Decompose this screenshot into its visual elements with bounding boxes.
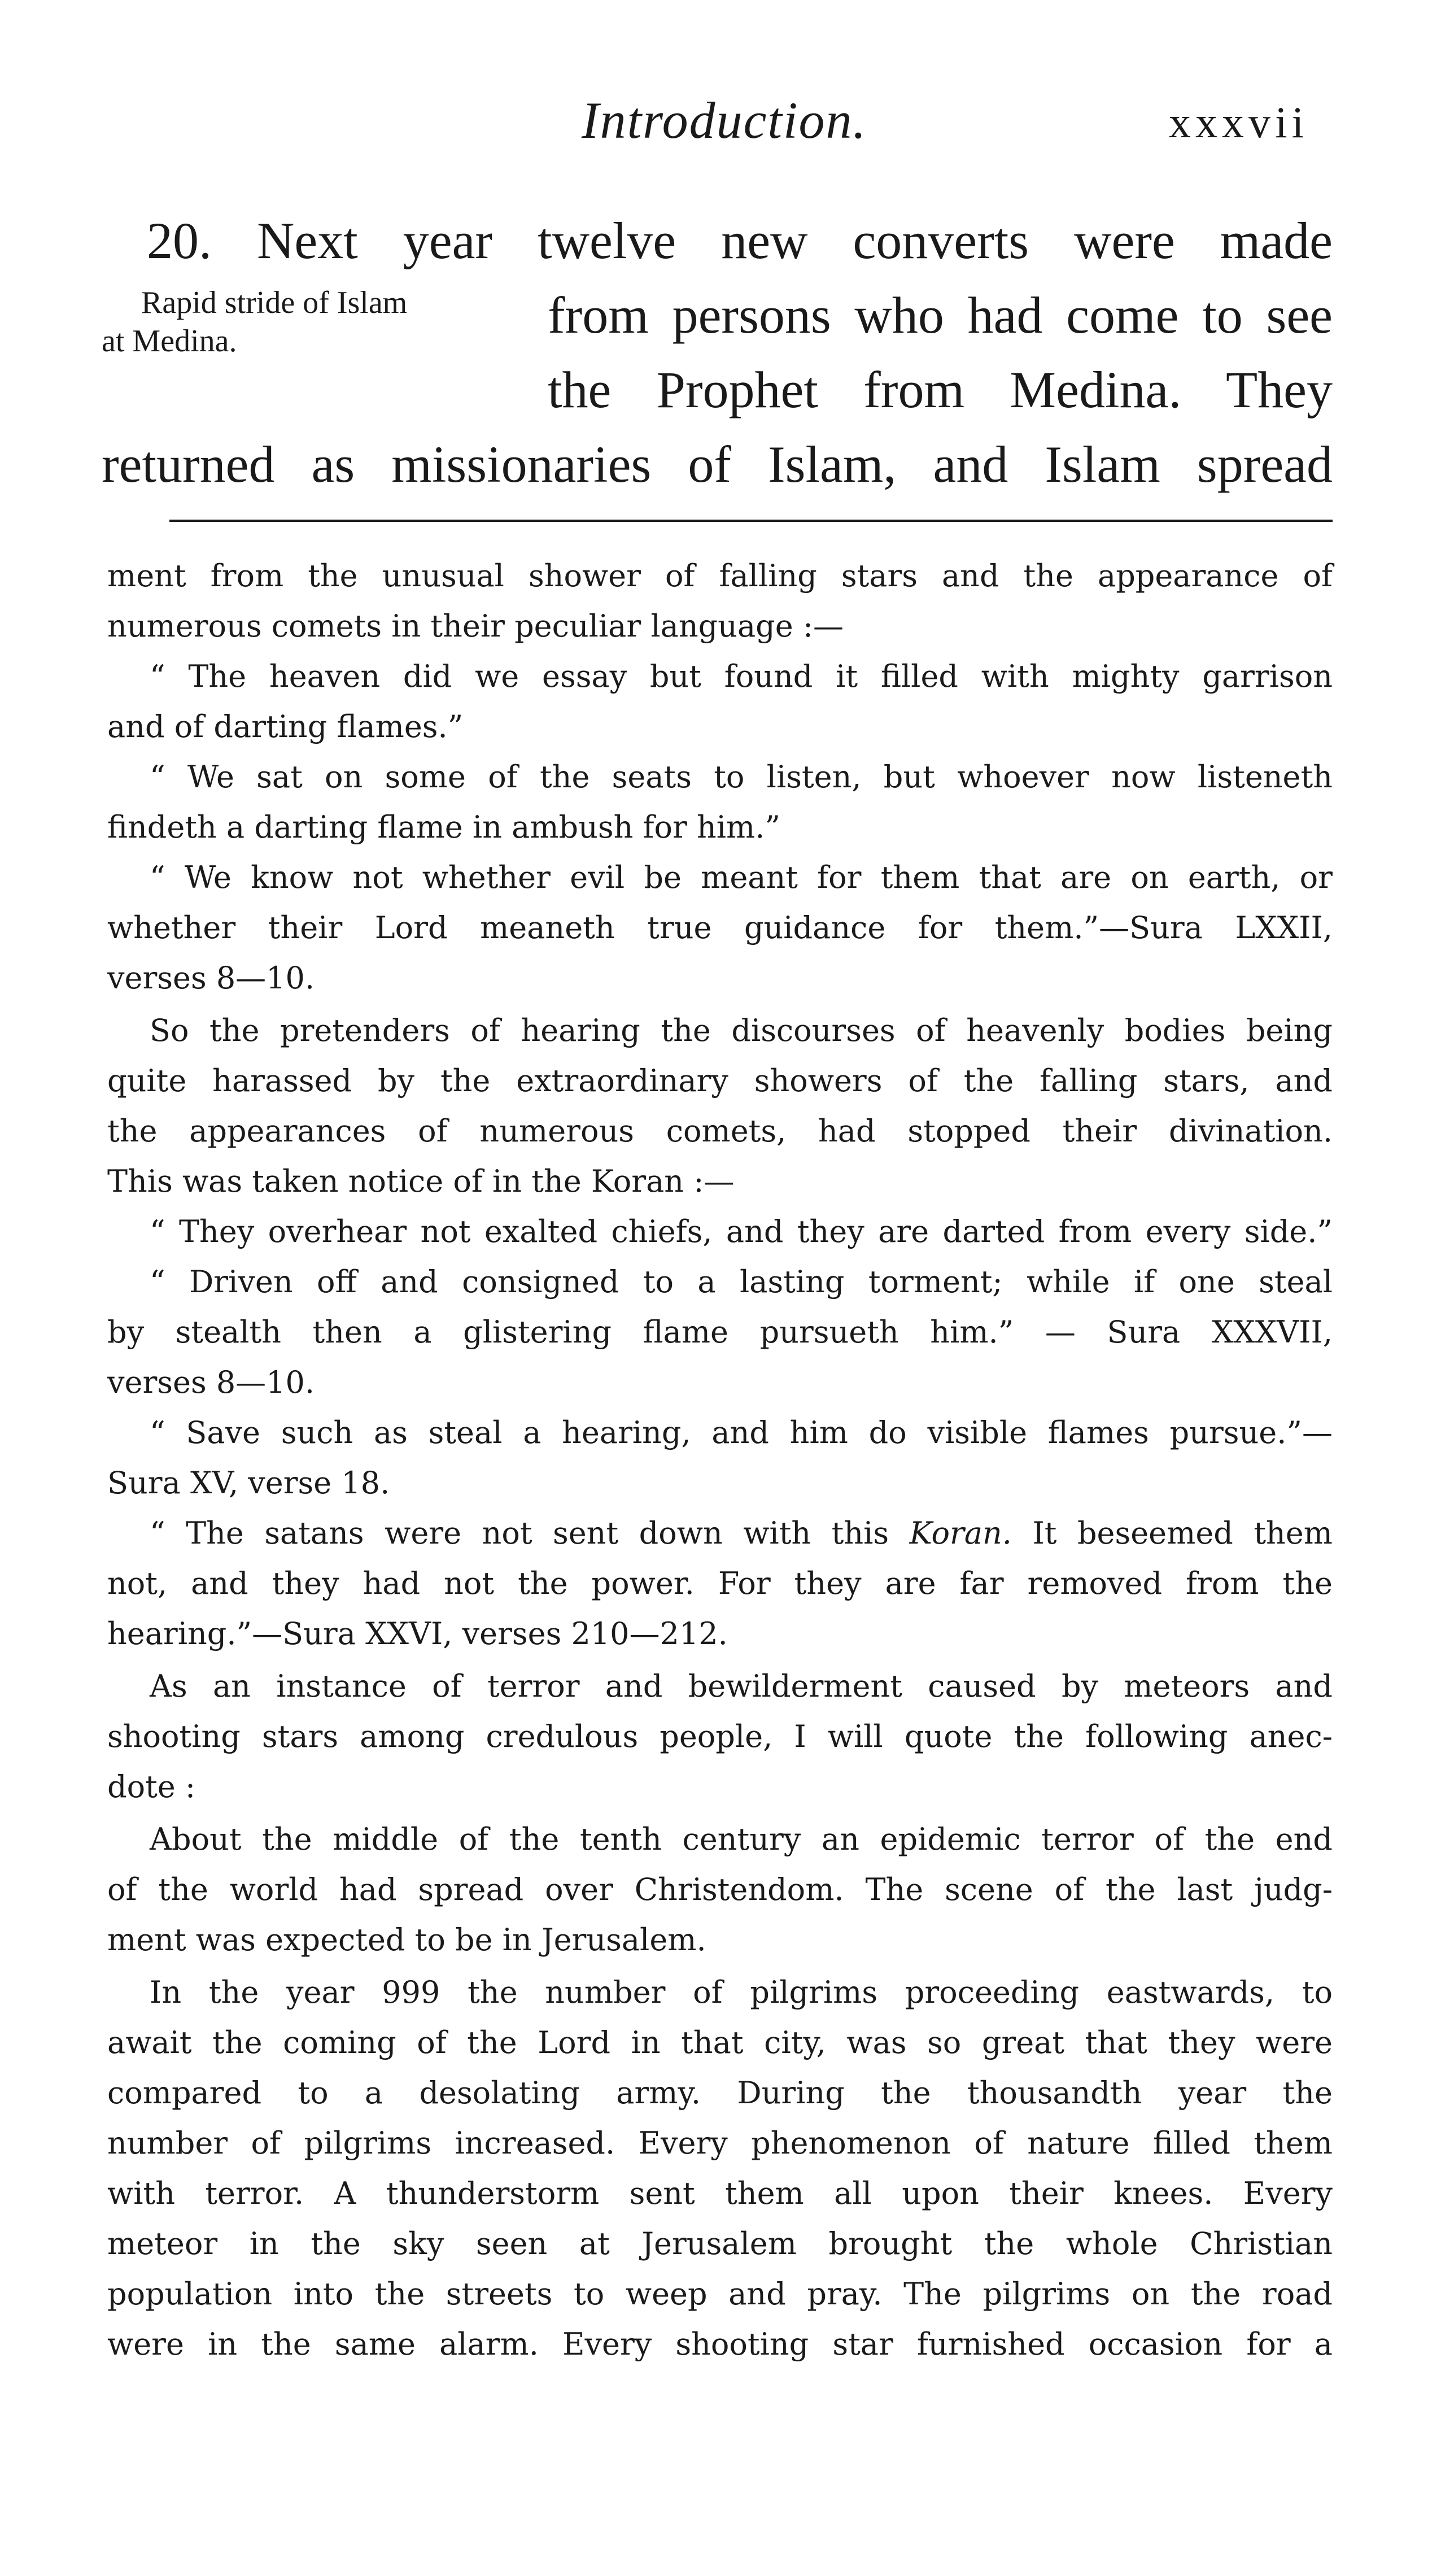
footnote-line: numerous comets in their peculiar language :— xyxy=(107,608,844,644)
footnote-line: As an instance of terror and bewilderment caused by meteors and xyxy=(150,1668,1333,1704)
footnote-line: not, and they had not the power. For they are far removed from the xyxy=(107,1566,1333,1601)
koran-italic: Koran. xyxy=(909,1515,1012,1551)
side-note-line: at Medina. xyxy=(102,324,237,359)
footnote-block xyxy=(107,551,1333,2369)
footnote-line: Sura XV, verse 18. xyxy=(107,1465,390,1501)
footnote-line: quite harassed by the extraordinary showers of the falling stars, and xyxy=(107,1063,1333,1099)
footnote-line-part: It beseemed them xyxy=(1032,1515,1333,1551)
footnote-line xyxy=(107,1508,1333,1558)
footnote-line: “ We know not whether evil be meant for them that are on earth, or xyxy=(150,860,1333,895)
section-opening-line: 20. Next year twelve new converts were made xyxy=(147,212,1333,269)
running-title: Introduction. xyxy=(582,91,867,149)
footnote-line: “ The heaven did we essay but found it filled with mighty garrison xyxy=(150,659,1333,694)
footnote-line: “ Driven off and consigned to a lasting torment; while if one steal xyxy=(150,1264,1333,1300)
footnote-line: dote : xyxy=(107,1769,196,1804)
footnote-line: compared to a desolating army. During the thousandth year the xyxy=(107,2075,1333,2111)
footnote-line: findeth a darting flame in ambush for him.” xyxy=(107,809,781,845)
footnote-line: were in the same alarm. Every shooting star furnished occasion for a xyxy=(107,2326,1333,2362)
margin-side-note xyxy=(102,284,531,360)
main-text-line: returned as missionaries of Islam, and Islam spread xyxy=(102,435,1333,493)
footnote-line: In the year 999 the number of pilgrims proceeding eastwards, to xyxy=(150,1975,1333,2010)
footnote-line: shooting stars among credulous people, I will quote the following anec- xyxy=(107,1719,1333,1754)
footnote-line-part: “ The satans were not sent down with this xyxy=(150,1515,889,1551)
footnote-divider xyxy=(169,520,1333,522)
footnote-line: “ Save such as steal a hearing, and him do visible flames pursue.”— xyxy=(150,1415,1333,1450)
footnote-line: number of pilgrims increased. Every phenomenon of nature filled them xyxy=(107,2125,1333,2161)
footnote-line: “ We sat on some of the seats to listen, but whoever now listeneth xyxy=(150,759,1333,795)
footnote-line: hearing.”—Sura XXVI, verses 210—212. xyxy=(107,1616,728,1651)
side-note-line: Rapid stride of Islam xyxy=(141,285,408,320)
footnote-line: the appearances of numerous comets, had stopped their divination. xyxy=(107,1113,1333,1149)
main-text-line: from persons who had come to see xyxy=(548,286,1333,344)
main-text-line: the Prophet from Medina. They xyxy=(548,361,1333,419)
footnote-line: meteor in the sky seen at Jerusalem brought the whole Christian xyxy=(107,2226,1333,2261)
footnote-line: This was taken notice of in the Koran :— xyxy=(107,1163,735,1199)
main-text xyxy=(102,203,1333,502)
footnote-line: verses 8—10. xyxy=(107,1365,315,1400)
side-note-region xyxy=(102,278,1333,427)
footnote-line: About the middle of the tenth century an epidemic terror of the end xyxy=(150,1821,1333,1857)
footnote-line: verses 8—10. xyxy=(107,960,315,996)
footnote-line: “ They overhear not exalted chiefs, and they are darted from every side.” xyxy=(150,1214,1333,1249)
footnote-line: population into the streets to weep and pray. The pilgrims on the road xyxy=(107,2276,1333,2312)
page-header xyxy=(0,85,1441,158)
footnote-line: and of darting flames.” xyxy=(107,709,464,744)
footnote-line: by stealth then a glistering flame pursueth him.” — Sura XXXVII, xyxy=(107,1314,1333,1350)
footnote-line: ment from the unusual shower of falling stars and the appearance of xyxy=(107,558,1333,594)
footnote-line: ment was expected to be in Jerusalem. xyxy=(107,1922,706,1958)
footnote-line: await the coming of the Lord in that city, was so great that they were xyxy=(107,2025,1333,2060)
footnote-line: with terror. A thunderstorm sent them all upon their knees. Every xyxy=(107,2176,1333,2211)
page-number: xxxvii xyxy=(1169,98,1309,147)
footnote-line: So the pretenders of hearing the discourses of heavenly bodies being xyxy=(150,1013,1333,1048)
footnote-line: whether their Lord meaneth true guidance for them.”—Sura LXXII, xyxy=(107,910,1333,945)
footnote-line: of the world had spread over Christendom. The scene of the last judg- xyxy=(107,1872,1333,1907)
